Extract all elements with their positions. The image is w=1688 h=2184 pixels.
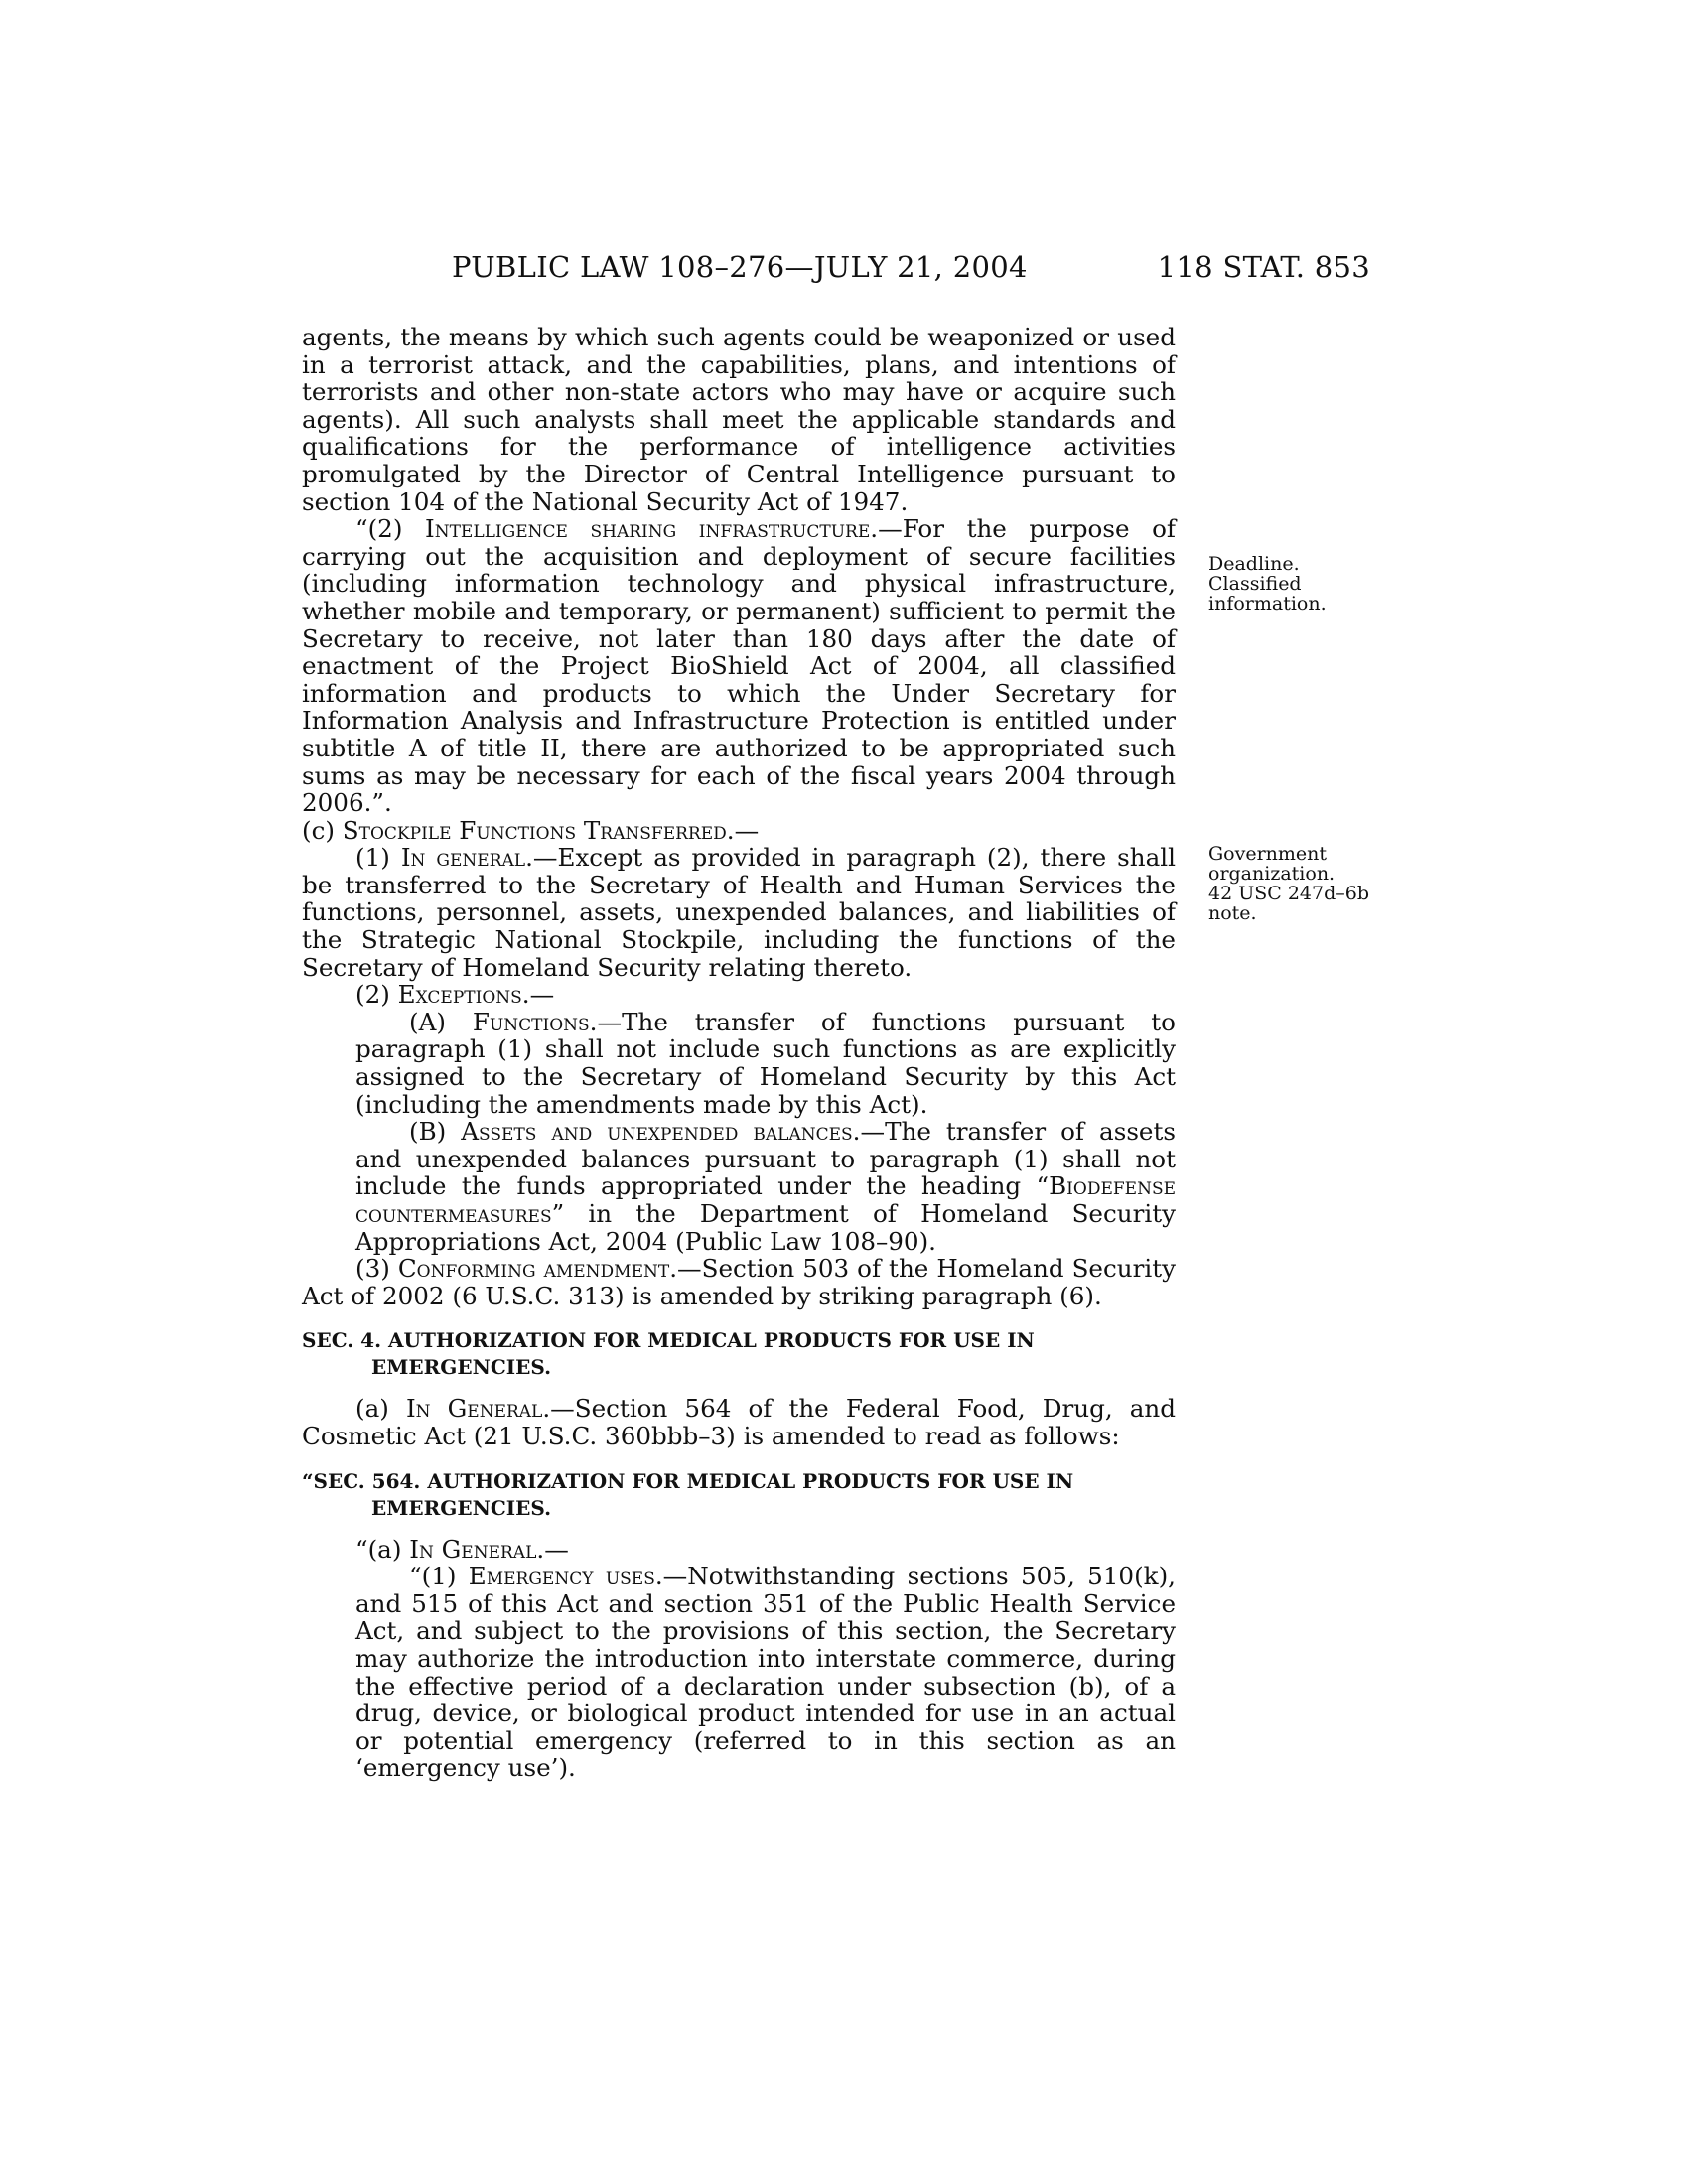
paragraph-c3: (3) Conforming amendment.—Section 503 of the Homeland Security Act of 2002 (6 U.S.C. 313) is amended by striking paragraph (6). <box>302 1254 1177 1310</box>
section-4-heading: SEC. 4. AUTHORIZATION FOR MEDICAL PRODUCTS FOR USE IN EMERGENCIES. <box>302 1328 1035 1380</box>
subsection-c: (c) Stockpile Functions Transferred.— <box>302 815 760 845</box>
heading-4a-in-general: In General <box>405 1394 543 1424</box>
heading-conforming: Conforming amendment <box>397 1254 670 1284</box>
paragraph-intelligence-sharing: “(2) Intelligence sharing infrastructure.—For the purpose of carrying out the acquisition and deployment of secure facilities (including information technology and physical infrastructure, whether mobile and temporary, or permanent) sufficient to permit the Secretary to receive, not later than 180 days after the date of enactment of the Project BioShield Act of 2004, all classified information and products to which the Under Secretary for Information Analysis and Infrastructure Protection is entitled under subtitle A of title II, there are authorized to be appropriated such sums as may be necessary for each of the fiscal years 2004 through 2006.”. <box>302 514 1176 818</box>
paragraph-c2: (2) Exceptions.— <box>355 980 555 1010</box>
paragraph-c1: (1) In general.—Except as provided in paragraph (2), there shall be transferred to the Secretary of Health and Human Services the functions, personnel, assets, unexpended balances, and liabilities of the Strategic National Stockpile, including the functions of the Secretary of Homeland Security relating thereto. <box>302 843 1176 982</box>
header-stat-page: 118 STAT. 853 <box>1157 250 1370 284</box>
paragraph-4a: (a) In General.—Section 564 of the Federal Food, Drug, and Cosmetic Act (21 U.S.C. 360bbb–3) is amended to read as follows: <box>302 1394 1176 1450</box>
heading-564a-in-general: In General <box>409 1534 537 1564</box>
heading-in-general: In general <box>400 843 526 873</box>
header-title: PUBLIC LAW 108–276—JULY 21, 2004 <box>452 250 1028 284</box>
paragraph-564a1: “(1) Emergency uses.—Notwithstanding sections 505, 510(k), and 515 of this Act and section 351 of the Public Health Service Act, and subject to the provisions of this section, the Secretary may authorize the introduction into interstate commerce, during the effective period of a declaration under subsection (b), of a drug, device, or biological product intended for use in an actual or potential emergency (referred to in this section as an ‘emergency use’). <box>355 1562 1176 1783</box>
paragraph-cA: (A) Functions.—The transfer of functions pursuant to paragraph (1) shall not include such functions as are explicitly assigned to the Secretary of Homeland Security by this Act (including the amendments made by this Act). <box>355 1007 1176 1119</box>
heading-functions: Functions <box>472 1007 590 1036</box>
section-564-heading: “SEC. 564. AUTHORIZATION FOR MEDICAL PRODUCTS FOR USE IN EMERGENCIES. <box>302 1468 1074 1520</box>
margin-note-government-organization: Government organization. 42 USC 247d–6b note. <box>1208 843 1370 924</box>
body-text <box>302 324 1176 1782</box>
paragraph-continuation: agents, the means by which such agents could be weaponized or used in a terrorist attack, and the capabilities, plans, and intentions of terrorists and other non-state actors who may have or acquire such agents). All such analysts shall meet the applicable standards and qualifications for the performance of intelligence activities promulgated by the Director of Central Intelligence pursuant to section 104 of the National Security Act of 1947. <box>302 323 1176 516</box>
paragraph-564a: “(a) In General.— <box>355 1534 569 1564</box>
heading-exceptions: Exceptions <box>397 980 522 1010</box>
margin-note-deadline: Deadline. Classified information. <box>1208 553 1327 614</box>
heading-stockpile: Stockpile Functions Transferred <box>342 815 727 845</box>
running-header <box>452 250 1370 286</box>
heading-intelligence-sharing: Intelligence sharing infrastructure <box>425 514 871 544</box>
heading-assets: Assets and unexpended balances <box>461 1117 853 1147</box>
paragraph-cB: (B) Assets and unexpended balances.—The transfer of assets and unexpended balances pursuant to paragraph (1) shall not include the funds appropriated under the heading “Biodefense countermeasures” in the Department of Homeland Security Appropriations Act, 2004 (Public Law 108–90). <box>355 1117 1176 1256</box>
heading-biodefense: Biodefense countermeasures <box>355 1171 1176 1228</box>
heading-emergency-uses: Emergency uses <box>468 1562 655 1591</box>
